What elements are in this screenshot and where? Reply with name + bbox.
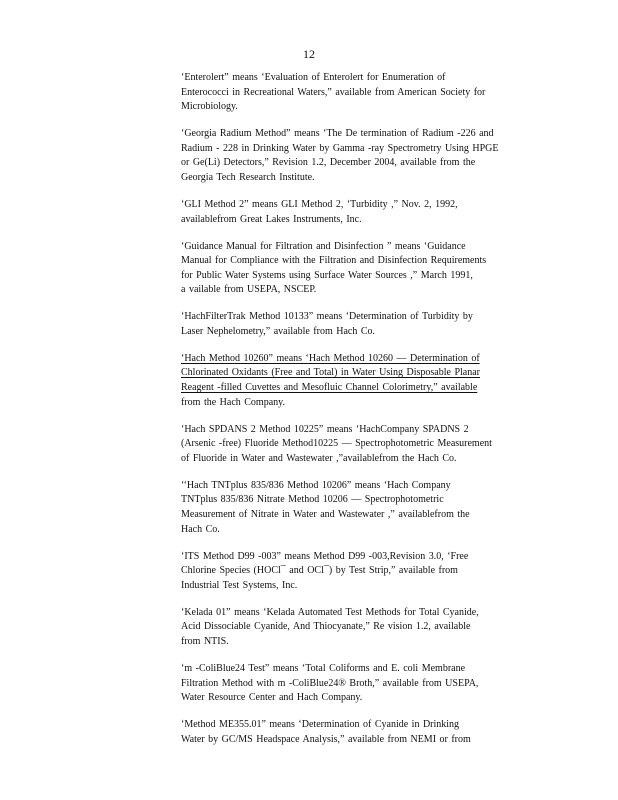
definition-paragraph [181, 127, 539, 185]
definition-line: Measurement of Nitrate in Water and Wastewater ,” availablefrom the [181, 508, 470, 520]
definition-line: Filtration Method with m -ColiBlue24® Broth,” available from USEPA, [181, 677, 479, 689]
definition-line: Reagent -filled Cuvettes and Mesofluic Channel Colorimetry,” available [181, 382, 478, 394]
definition-line: ‘Hach Method 10260” means ‘Hach Method 10260 — Determination of [181, 352, 480, 364]
definition-paragraph [181, 662, 539, 706]
definition-line: Chlorinated Oxidants (Free and Total) in Water Using Disposable Planar [181, 367, 481, 379]
definition-line: Industrial Test Systems, Inc. [181, 579, 298, 591]
definition-paragraph [181, 240, 539, 298]
definition-line: ‘‘Hach TNTplus 835/836 Method 10206” means ‘Hach Company [181, 479, 451, 491]
definition-line: ‘Guidance Manual for Filtration and Disinfection ” means ‘Guidance [181, 240, 466, 252]
definition-line: TNTplus 835/836 Nitrate Method 10206 — Spectrophotometric [181, 494, 444, 506]
definition-line: ‘Kelada 01” means ‘Kelada Automated Test Methods for Total Cyanide, [181, 606, 479, 618]
definition-line: Manual for Compliance with the Filtration and Disinfection Requirements [181, 255, 487, 267]
definition-line: ‘m -ColiBlue24 Test” means ‘Total Coliforms and E. coli Membrane [181, 662, 466, 674]
definition-line: ‘Georgia Radium Method” means ‘The De termination of Radium -226 and [181, 128, 494, 140]
definition-line: Water by GC/MS Headspace Analysis,” available from NEMI or from [181, 733, 471, 745]
definition-line: ‘Hach SPDANS 2 Method 10225” means ‘HachCompany SPADNS 2 [181, 423, 469, 435]
definition-line: ‘Method ME355.01” means ‘Determination of Cyanide in Drinking [181, 719, 460, 731]
definition-line: Microbiology. [181, 101, 238, 113]
definition-line: of Fluoride in Water and Wastewater ,”availablefrom the Hach Co. [181, 452, 457, 464]
definition-paragraph [181, 71, 539, 115]
definition-paragraph [181, 423, 539, 467]
definition-line: Laser Nephelometry,” available from Hach Co. [181, 325, 375, 337]
definition-paragraph [181, 310, 539, 339]
definition-paragraph [181, 352, 539, 410]
definition-line: (Arsenic -free) Fluoride Method10225 — Spectrophotometric Measurement [181, 438, 492, 450]
definition-paragraph [181, 606, 539, 650]
definition-line: ‘GLI Method 2” means GLI Method 2, ‘Turbidity ,” Nov. 2, 1992, [181, 198, 458, 210]
definition-line: ‘ITS Method D99 -003” means Method D99 -003,Revision 3.0, ‘Free [181, 550, 469, 562]
definition-paragraph [181, 479, 539, 537]
definition-paragraph [181, 550, 539, 594]
definition-line: a vailable from USEPA, NSCEP. [181, 284, 317, 296]
definition-line: availablefrom Great Lakes Instruments, Inc. [181, 213, 362, 225]
definition-paragraph [181, 198, 539, 227]
definition-line: Radium - 228 in Drinking Water by Gamma -ray Spectrometry Using HPGE [181, 142, 499, 154]
definition-line: Hach Co. [181, 523, 220, 535]
definition-line: from the Hach Company. [181, 396, 285, 408]
definition-line: Georgia Tech Research Institute. [181, 171, 315, 183]
definitions-body [181, 71, 539, 760]
definition-line: Chlorine Species (HOCl¯ and OCl¯) by Test Strip,” available from [181, 565, 458, 577]
definition-line: from NTIS. [181, 635, 229, 647]
definition-line: Enterococci in Recreational Waters,” available from American Society for [181, 86, 486, 98]
definition-paragraph [181, 718, 539, 747]
definition-line: ‘Enterolert” means ‘Evaluation of Enterolert for Enumeration of [181, 72, 446, 83]
definition-line: ‘HachFilterTrak Method 10133” means ‘Determination of Turbidity by [181, 311, 473, 323]
definition-line: Acid Dissociable Cyanide, And Thiocyanate,” Re vision 1.2, available [181, 621, 471, 633]
page-number: 12 [303, 47, 315, 61]
definition-line: for Public Water Systems using Surface Water Sources ,” March 1991, [181, 269, 473, 281]
definition-line: or Ge(Li) Detectors,” Revision 1.2, December 2004, available from the [181, 157, 476, 169]
definition-line: Water Resource Center and Hach Company. [181, 692, 363, 704]
